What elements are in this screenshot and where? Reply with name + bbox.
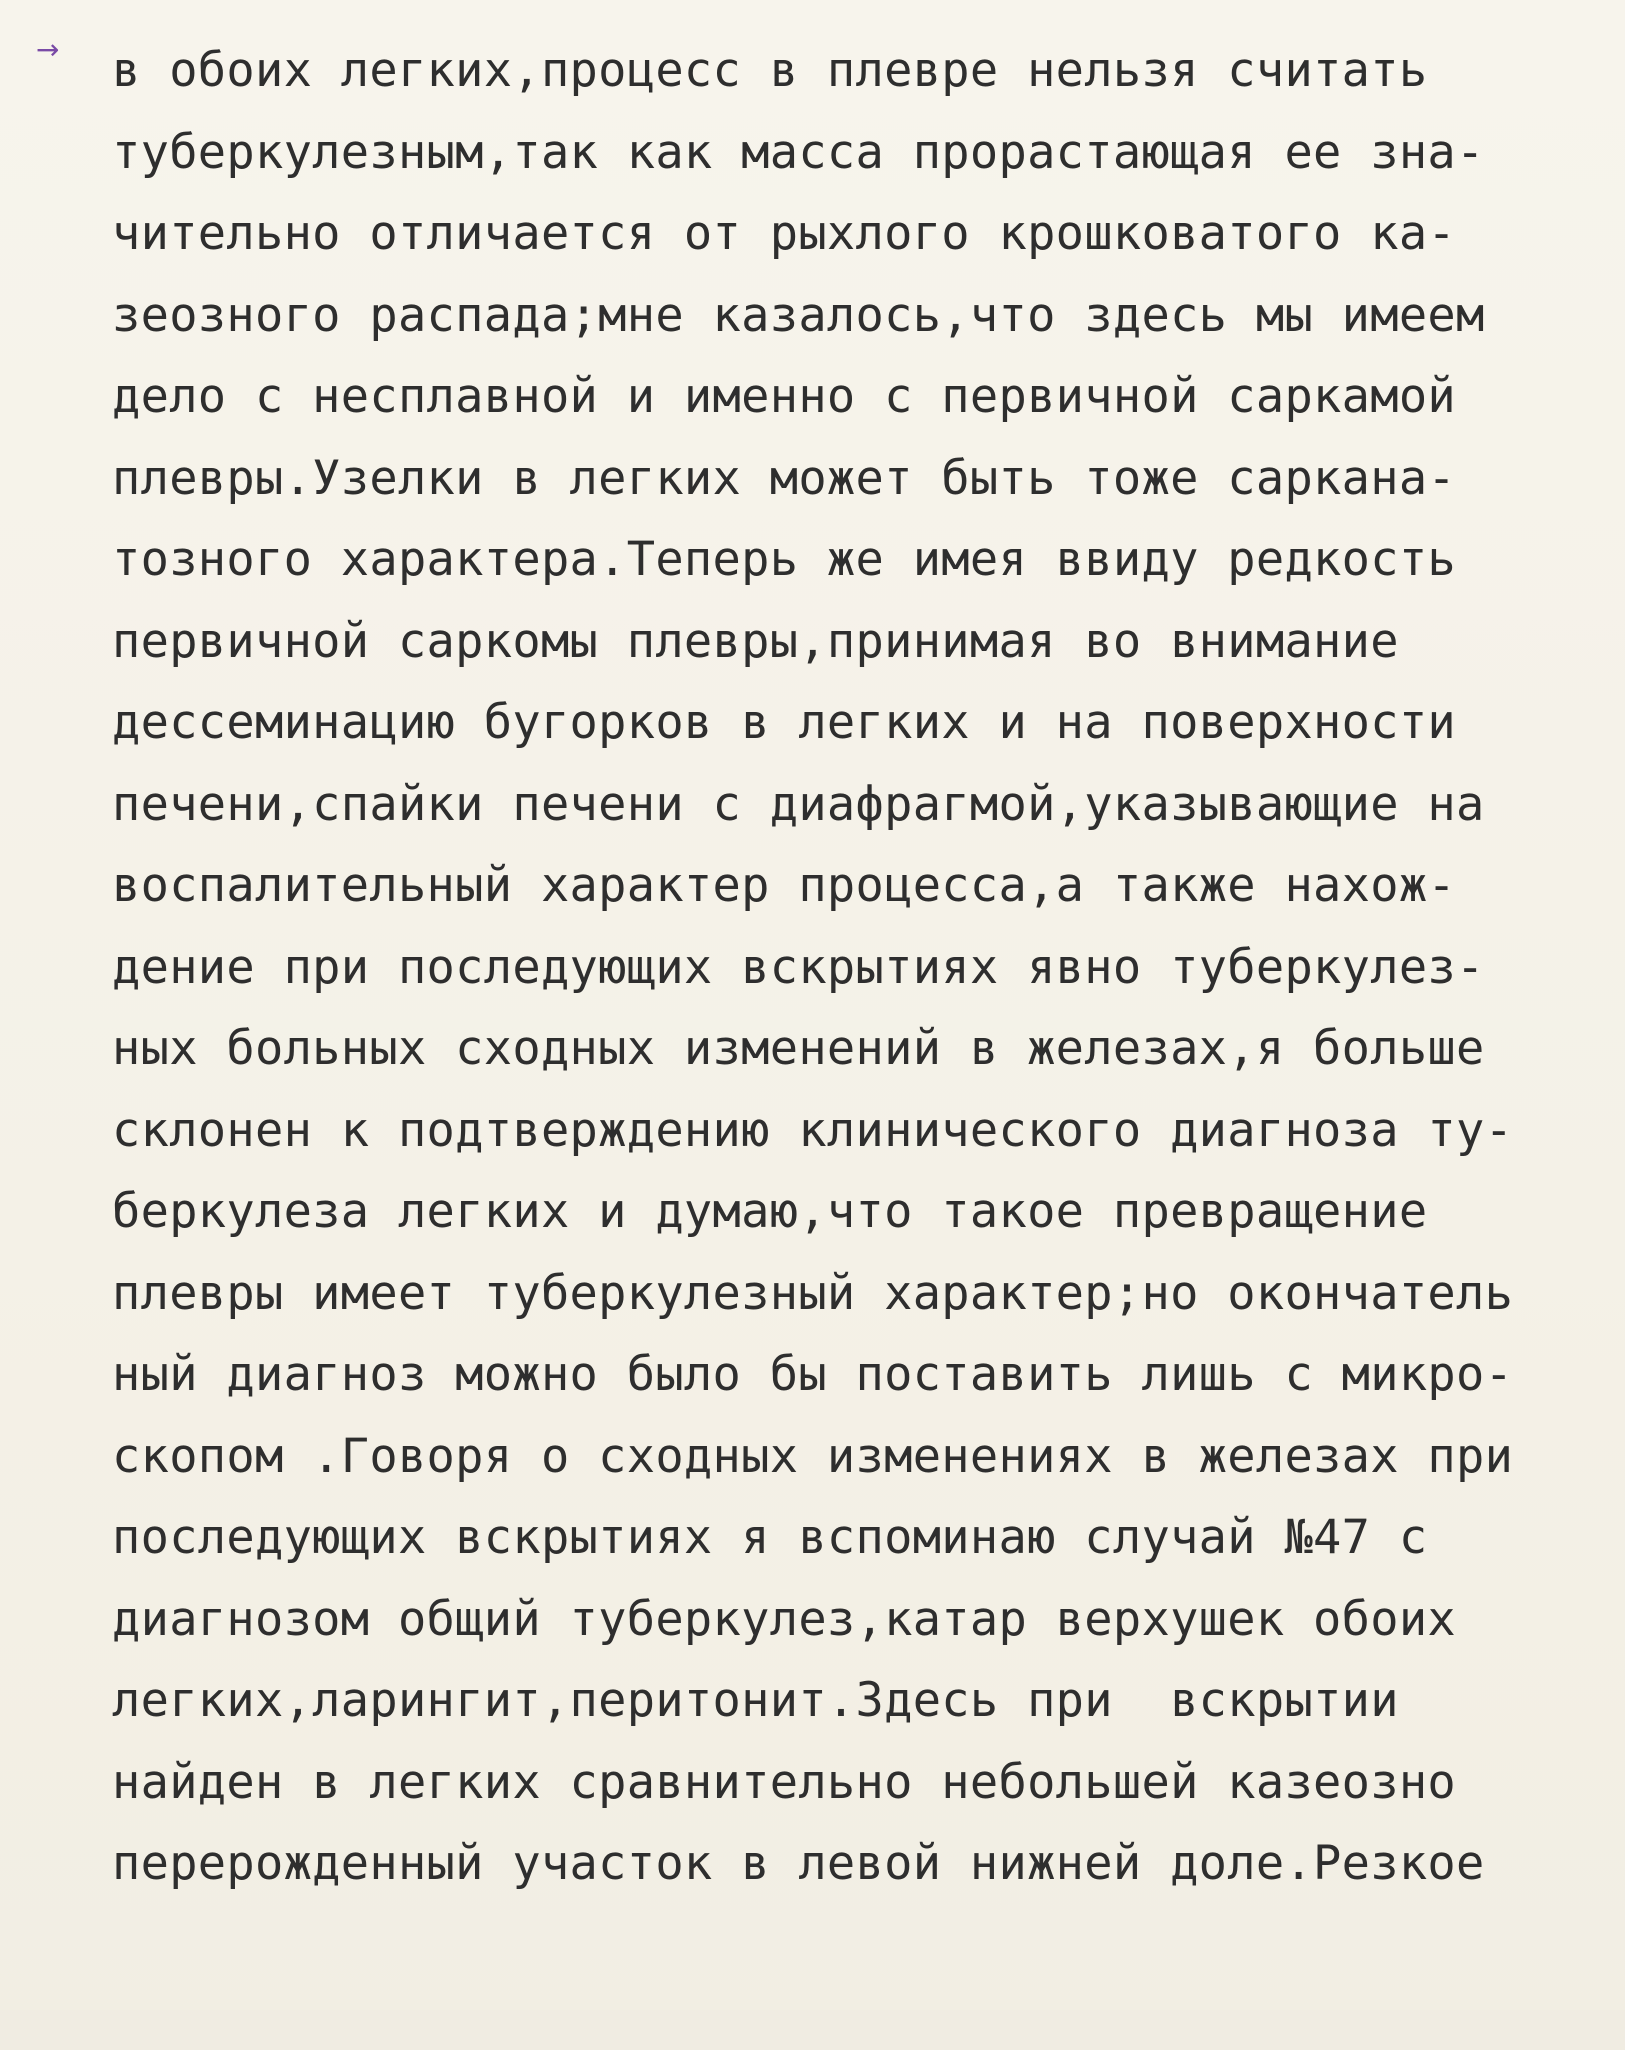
text-line: чительно отличается от рыхлого крошковатого ка- [112,206,1457,261]
text-line: дение при последующих вскрытиях явно туберкулез- [112,939,1485,995]
text-line: ный диагноз можно было бы поставить лишь с микро- [112,1347,1514,1402]
text-line: тозного характера.Теперь же имея ввиду редкость [112,532,1457,587]
typewritten-text-block [112,30,1612,1905]
text-line: дессеминацию бугорков в легких и на поверхности [112,695,1457,750]
text-line: печени,спайки печени с диафрагмой,указывающие на [112,776,1485,832]
text-line: плевры имеет туберкулезный характер;но окончатель [112,1265,1514,1321]
text-line: скопом .Говоря о сходных изменениях в железах при [112,1428,1514,1484]
text-line: найден в легких сравнительно небольшей казеозно [112,1754,1457,1810]
text-line: воспалительный характер процесса,а также нахож- [112,858,1457,913]
text-line: дело с несплавной и именно с первичной саркамой [112,369,1457,424]
margin-arrow-mark: → [36,33,60,66]
text-line: диагнозом общий туберкулез,катар верхушек обоих [112,1591,1457,1647]
text-line: склонен к подтверждению клинического диагноза ту- [112,1102,1514,1158]
text-line: первичной саркомы плевры,принимая во внимание [112,613,1399,669]
page-bottom-edge [0,2010,1625,2050]
text-line: последующих вскрытиях я вспоминаю случай №47 с [112,1510,1428,1565]
text-line: ных больных сходных изменений в железах,я больше [112,1021,1485,1076]
text-line: перерожденный участок в левой нижней доле.Резкое [112,1836,1485,1891]
text-line: легких,ларингит,перитонит.Здесь при вскрытии [112,1673,1399,1728]
text-line: беркулеза легких и думаю,что такое превращение [112,1184,1428,1239]
text-line: плевры.Узелки в легких может быть тоже саркана- [112,450,1457,506]
text-line: зеозного распада;мне казалось,что здесь мы имеем [112,287,1485,343]
text-line: туберкулезным,так как масса прорастающая ее зна- [112,124,1485,180]
text-line: в обоих легких,процесс в плевре нельзя считать [112,43,1428,98]
